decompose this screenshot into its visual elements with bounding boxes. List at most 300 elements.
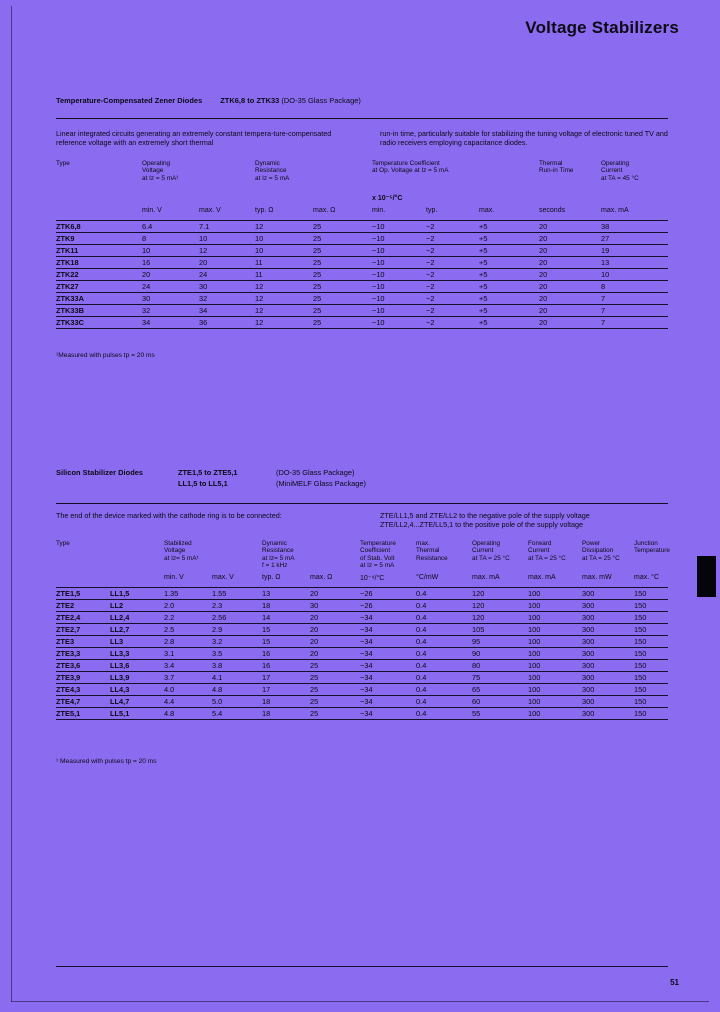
cell-pd: 300	[582, 684, 634, 696]
cell-rmax: 30	[310, 600, 360, 612]
table-row	[56, 221, 668, 233]
section2-package-1: (DO-35 Glass Package)	[276, 468, 355, 477]
th2-tc-l2: Coefficient	[360, 547, 391, 555]
th-operating-voltage	[142, 160, 255, 194]
th-blank-4	[255, 194, 313, 207]
cell-type: ZTE3,9	[56, 672, 110, 684]
cell-tcmax: +5	[479, 281, 539, 293]
cell-rmax: 25	[310, 708, 360, 720]
cell-rth: 0.4	[416, 672, 472, 684]
cell-type: ZTK27	[56, 281, 142, 293]
cell-type: ZTE3,3	[56, 648, 110, 660]
th2-junction-temperature	[634, 540, 668, 574]
cell-rmax: 25	[313, 233, 372, 245]
th2-unit-fwd: max. mA	[528, 574, 582, 588]
cell-ima: 10	[601, 269, 668, 281]
th2-tc-l1: Temperature	[360, 540, 396, 547]
cell-pd: 300	[582, 588, 634, 600]
cell-rth: 0.4	[416, 684, 472, 696]
cell-fwd: 100	[528, 648, 582, 660]
section1-package: (DO-35 Glass Package)	[281, 96, 361, 105]
cell-rmax: 25	[313, 305, 372, 317]
th2-rth-l3: Resistance	[416, 554, 448, 562]
section2-connect-note-left: The end of the device marked with the cathode ring is to be connected:	[56, 511, 282, 520]
th-dynamic-resistance-l3: at Iz = 5 mA	[255, 174, 290, 182]
cell-tcmin: −10	[372, 293, 426, 305]
cell-ima: 19	[601, 245, 668, 257]
cell-tcmin: −10	[372, 257, 426, 269]
cell-vmax: 5.4	[212, 708, 262, 720]
cell-tj: 150	[634, 588, 668, 600]
th2-tc-l3: of Stab. Volt	[360, 554, 395, 562]
cell-sec: 20	[539, 245, 601, 257]
cell-tcmax: +5	[479, 317, 539, 329]
cell-vmax: 3.8	[212, 660, 262, 672]
cell-rtyp: 16	[262, 660, 310, 672]
cell-rtyp: 14	[262, 612, 310, 624]
cell-vmax: 36	[199, 317, 255, 329]
cell-vmax: 30	[199, 281, 255, 293]
cell-tc: −26	[360, 600, 416, 612]
section2-heading-rule	[56, 503, 668, 504]
cell-ima: 38	[601, 221, 668, 233]
cell-rth: 0.4	[416, 612, 472, 624]
table-row	[56, 600, 668, 612]
cell-tj: 150	[634, 612, 668, 624]
cell-vmax: 32	[199, 293, 255, 305]
table-row	[56, 636, 668, 648]
th-dynamic-resistance-l2: Resistance	[255, 167, 287, 175]
section2-package-2: (MiniMELF Glass Package)	[276, 479, 366, 488]
cell-vmax: 2.56	[212, 612, 262, 624]
cell-rtyp: 18	[262, 696, 310, 708]
th-temperature-coefficient-l2: at Op. Voltage at Iz = 5 mA	[372, 167, 449, 175]
cell-tcmax: +5	[479, 233, 539, 245]
table2-header-row-top	[56, 540, 668, 574]
cell-type: ZTE2	[56, 600, 110, 612]
th-thermal-run-in-time	[539, 160, 601, 194]
th-operating-current-l1: Operating	[601, 160, 630, 167]
th2-unit-max-v: max. V	[212, 574, 262, 588]
th2-unit-pd: max. mW	[582, 574, 634, 588]
th2-tc-l4: at Iz = 5 mA	[360, 562, 395, 570]
page-frame-bottom-rule	[11, 1001, 709, 1002]
cell-rtyp: 12	[255, 305, 313, 317]
th-unit-min-v: min. V	[142, 207, 199, 221]
cell-tcmax: +5	[479, 221, 539, 233]
th2-pd-l3: at TA = 25 °C	[582, 554, 620, 562]
cell-ima: 7	[601, 317, 668, 329]
cell-sec: 20	[539, 317, 601, 329]
th-unit-tc-typ: typ.	[426, 207, 479, 221]
cell-type2: LL3,9	[110, 672, 164, 684]
cell-vmin: 4.4	[164, 696, 212, 708]
th2-unit-typ-ohm: typ. Ω	[262, 574, 310, 588]
cell-rtyp: 13	[262, 588, 310, 600]
table-row	[56, 684, 668, 696]
cell-vmin: 30	[142, 293, 199, 305]
cell-type: ZTE2,4	[56, 612, 110, 624]
cell-tj: 150	[634, 660, 668, 672]
cell-ima: 7	[601, 293, 668, 305]
cell-tc: −34	[360, 636, 416, 648]
cell-fwd: 100	[528, 708, 582, 720]
section1-title-text: Temperature-Compensated Zener Diodes	[56, 96, 203, 105]
th-unit-typ-ohm: typ. Ω	[255, 207, 313, 221]
th2-fwd-l3: at TA = 25 °C	[528, 554, 566, 562]
section2-title-text: Silicon Stabilizer Diodes	[56, 468, 144, 477]
cell-type: ZTE3	[56, 636, 110, 648]
cell-rmax: 20	[310, 624, 360, 636]
cell-fwd: 100	[528, 612, 582, 624]
th2-tj-l1: Junction	[634, 540, 658, 547]
chapter-thumb-tab	[697, 556, 716, 597]
cell-type: ZTK22	[56, 269, 142, 281]
table-row	[56, 245, 668, 257]
cell-rmax: 25	[310, 672, 360, 684]
table-row	[56, 660, 668, 672]
cell-tcmin: −10	[372, 269, 426, 281]
cell-tj: 150	[634, 600, 668, 612]
cell-rth: 0.4	[416, 696, 472, 708]
th2-stab-l1: Stabilized	[164, 540, 192, 547]
cell-sec: 20	[539, 221, 601, 233]
th2-temperature-coefficient	[360, 540, 416, 574]
zener-diode-table	[56, 160, 668, 329]
th2-opc-l3: at TA = 25 °C	[472, 554, 510, 562]
cell-sec: 20	[539, 305, 601, 317]
cell-rth: 0.4	[416, 624, 472, 636]
cell-rth: 0.4	[416, 648, 472, 660]
cell-sec: 20	[539, 257, 601, 269]
cell-rtyp: 11	[255, 269, 313, 281]
cell-pd: 300	[582, 612, 634, 624]
cell-type2: LL4,7	[110, 696, 164, 708]
th2-fwd-l1: Forward	[528, 540, 552, 547]
th2-stab-l3: at Iz= 5 mA¹	[164, 554, 199, 562]
th2-type: Type	[56, 540, 70, 547]
cell-tcmax: +5	[479, 293, 539, 305]
cell-type2: LL2,7	[110, 624, 164, 636]
cell-type2: LL5,1	[110, 708, 164, 720]
cell-pd: 300	[582, 636, 634, 648]
cell-rmax: 25	[313, 293, 372, 305]
section-temperature-compensated-zener-diodes	[56, 96, 668, 105]
cell-rtyp: 10	[255, 245, 313, 257]
cell-type: ZTE4,3	[56, 684, 110, 696]
cell-rth: 0.4	[416, 636, 472, 648]
th2-unit-min-v: min. V	[164, 574, 212, 588]
th2-stab-l2: Voltage	[164, 547, 186, 555]
cell-opc: 80	[472, 660, 528, 672]
section1-intro-right	[380, 130, 680, 147]
cell-type2: LL1,5	[110, 588, 164, 600]
cell-tj: 150	[634, 624, 668, 636]
cell-vmin: 10	[142, 245, 199, 257]
stabilizer-diode-table	[56, 540, 668, 720]
cell-type: ZTE1,5	[56, 588, 110, 600]
table2-header-row-units	[56, 574, 668, 588]
page-footer-rule	[56, 966, 668, 967]
cell-rmax: 20	[310, 588, 360, 600]
th2-stabilized-voltage	[164, 540, 262, 574]
th-operating-voltage-l1: Operating	[142, 160, 171, 167]
cell-rtyp: 15	[262, 636, 310, 648]
cell-rmax: 25	[313, 221, 372, 233]
th2-pd-l1: Power	[582, 540, 601, 547]
cell-rmax: 25	[313, 269, 372, 281]
cell-sec: 20	[539, 233, 601, 245]
cell-rtyp: 18	[262, 708, 310, 720]
cell-rmax: 25	[310, 660, 360, 672]
th-type: Type	[56, 160, 70, 167]
cell-vmin: 24	[142, 281, 199, 293]
section1-intro-right-text: run-in time, particularly suitable for stabilizing the tuning voltage of electronic tuned TV and radio receivers employing capacitance diodes.	[380, 129, 668, 147]
cell-vmin: 16	[142, 257, 199, 269]
th-blank-6	[539, 194, 601, 207]
cell-opc: 60	[472, 696, 528, 708]
cell-vmax: 5.0	[212, 696, 262, 708]
table-row	[56, 257, 668, 269]
cell-rtyp: 12	[255, 281, 313, 293]
section2-type-range-1: ZTE1,5 to ZTE5,1	[178, 468, 238, 477]
cell-tctyp: −2	[426, 293, 479, 305]
cell-opc: 55	[472, 708, 528, 720]
cell-ima: 8	[601, 281, 668, 293]
th-unit-tc-min: min.	[372, 207, 426, 221]
cell-vmax: 34	[199, 305, 255, 317]
cell-vmin: 34	[142, 317, 199, 329]
th-temperature-coefficient-l1: Temperature Coefficient	[372, 160, 440, 167]
th-unit-max-ma: max. mA	[601, 207, 668, 221]
cell-rmax: 20	[310, 612, 360, 624]
cell-tcmin: −10	[372, 245, 426, 257]
cell-pd: 300	[582, 672, 634, 684]
cell-fwd: 100	[528, 600, 582, 612]
th2-dyn-l2: Resistance	[262, 547, 294, 555]
section2-connect-note-right-1: ZTE/LL1,5 and ZTE/LL2 to the negative pole of the supply voltage	[380, 511, 590, 520]
cell-vmax: 2.9	[212, 624, 262, 636]
cell-sec: 20	[539, 281, 601, 293]
cell-type: ZTK18	[56, 257, 142, 269]
th-unit-max-ohm: max. Ω	[313, 207, 372, 221]
th-operating-voltage-l3: at Iz = 5 mA¹	[142, 174, 179, 182]
cell-tctyp: −2	[426, 233, 479, 245]
cell-vmax: 24	[199, 269, 255, 281]
table-row	[56, 612, 668, 624]
cell-tj: 150	[634, 672, 668, 684]
cell-rth: 0.4	[416, 600, 472, 612]
cell-tj: 150	[634, 636, 668, 648]
cell-vmin: 4.0	[164, 684, 212, 696]
th-dynamic-resistance	[255, 160, 372, 194]
cell-ima: 27	[601, 233, 668, 245]
cell-opc: 95	[472, 636, 528, 648]
th2-fwd-l2: Current	[528, 547, 550, 555]
cell-vmin: 2.5	[164, 624, 212, 636]
th-unit-type	[56, 207, 142, 221]
cell-vmax: 2.3	[212, 600, 262, 612]
section1-type-range: ZTK6,8 to ZTK33	[220, 96, 280, 105]
cell-vmax: 10	[199, 233, 255, 245]
cell-vmin: 1.35	[164, 588, 212, 600]
cell-tcmin: −10	[372, 221, 426, 233]
cell-tj: 150	[634, 708, 668, 720]
cell-pd: 300	[582, 648, 634, 660]
cell-rth: 0.4	[416, 588, 472, 600]
cell-tcmin: −10	[372, 233, 426, 245]
cell-tctyp: −2	[426, 221, 479, 233]
cell-vmax: 4.1	[212, 672, 262, 684]
cell-fwd: 100	[528, 696, 582, 708]
cell-rtyp: 17	[262, 672, 310, 684]
cell-tcmin: −10	[372, 317, 426, 329]
cell-tctyp: −2	[426, 305, 479, 317]
cell-pd: 300	[582, 600, 634, 612]
cell-vmin: 20	[142, 269, 199, 281]
cell-tctyp: −2	[426, 245, 479, 257]
th-dynamic-resistance-l1: Dynamic	[255, 160, 280, 167]
th2-unit-opc: max. mA	[472, 574, 528, 588]
table-row	[56, 648, 668, 660]
cell-tc: −34	[360, 612, 416, 624]
cell-type2: LL3,3	[110, 648, 164, 660]
th2-rth-l2: Thermal	[416, 547, 440, 555]
section1-heading	[56, 96, 668, 105]
table1-header-row-units	[56, 207, 668, 221]
cell-type2: LL3,6	[110, 660, 164, 672]
cell-opc: 120	[472, 588, 528, 600]
cell-rtyp: 12	[255, 317, 313, 329]
cell-vmax: 7.1	[199, 221, 255, 233]
cell-vmax: 3.5	[212, 648, 262, 660]
cell-rtyp: 17	[262, 684, 310, 696]
cell-tcmax: +5	[479, 257, 539, 269]
th-unit-tc-max: max.	[479, 207, 539, 221]
table1-body	[56, 221, 668, 329]
cell-rth: 0.4	[416, 660, 472, 672]
cell-fwd: 100	[528, 624, 582, 636]
cell-opc: 65	[472, 684, 528, 696]
cell-rtyp: 16	[262, 648, 310, 660]
th-blank-1	[56, 194, 142, 207]
cell-vmin: 2.8	[164, 636, 212, 648]
cell-tc: −34	[360, 648, 416, 660]
table-row	[56, 269, 668, 281]
cell-rmax: 20	[310, 648, 360, 660]
cell-tj: 150	[634, 684, 668, 696]
cell-tc: −34	[360, 672, 416, 684]
cell-type: ZTK11	[56, 245, 142, 257]
cell-sec: 20	[539, 269, 601, 281]
th2-dyn-l1: Dynamic	[262, 540, 287, 547]
cell-pd: 300	[582, 708, 634, 720]
table-row	[56, 708, 668, 720]
cell-ima: 7	[601, 305, 668, 317]
cell-rtyp: 10	[255, 233, 313, 245]
th-thermal-l1: Thermal	[539, 160, 563, 167]
section1-table-wrap	[56, 160, 668, 329]
cell-rtyp: 11	[255, 257, 313, 269]
cell-type: ZTE5,1	[56, 708, 110, 720]
cell-rmax: 20	[310, 636, 360, 648]
cell-tcmax: +5	[479, 305, 539, 317]
cell-type: ZTK9	[56, 233, 142, 245]
cell-tctyp: −2	[426, 269, 479, 281]
section1-heading-rule	[56, 118, 668, 119]
table-row	[56, 588, 668, 600]
cell-vmax: 12	[199, 245, 255, 257]
cell-tc: −34	[360, 624, 416, 636]
cell-fwd: 100	[528, 684, 582, 696]
cell-type: ZTK33A	[56, 293, 142, 305]
th2-dynamic-resistance	[262, 540, 360, 574]
cell-opc: 120	[472, 600, 528, 612]
th2-unit-type	[56, 574, 164, 588]
cell-tcmax: +5	[479, 269, 539, 281]
cell-rmax: 25	[313, 245, 372, 257]
table-row	[56, 696, 668, 708]
cell-rtyp: 12	[255, 293, 313, 305]
th-operating-current-l2: Current	[601, 167, 623, 175]
cell-vmax: 3.2	[212, 636, 262, 648]
cell-vmin: 6.4	[142, 221, 199, 233]
cell-tj: 150	[634, 648, 668, 660]
th2-unit-max-ohm: max. Ω	[310, 574, 360, 588]
cell-tcmin: −10	[372, 305, 426, 317]
table2-body	[56, 588, 668, 720]
cell-rth: 0.4	[416, 708, 472, 720]
cell-type: ZTE2,7	[56, 624, 110, 636]
th2-forward-current	[528, 540, 582, 574]
th2-power-dissipation	[582, 540, 634, 574]
table-row	[56, 281, 668, 293]
cell-opc: 90	[472, 648, 528, 660]
cell-type2: LL2	[110, 600, 164, 612]
cell-type: ZTK33B	[56, 305, 142, 317]
cell-fwd: 100	[528, 588, 582, 600]
th-blank-5	[313, 194, 372, 207]
cell-rmax: 25	[313, 317, 372, 329]
th2-rth-l1: max.	[416, 540, 430, 547]
cell-vmin: 32	[142, 305, 199, 317]
th-blank-2	[142, 194, 199, 207]
cell-fwd: 100	[528, 672, 582, 684]
th2-operating-current	[472, 540, 528, 574]
cell-type: ZTE3,6	[56, 660, 110, 672]
cell-fwd: 100	[528, 636, 582, 648]
th-thermal-l2: Run-in Time	[539, 167, 574, 175]
section2-table-wrap	[56, 540, 668, 720]
table-row	[56, 317, 668, 329]
th2-opc-l1: Operating	[472, 540, 501, 547]
cell-tj: 150	[634, 696, 668, 708]
th-blank-3	[199, 194, 255, 207]
th-operating-current-l3: at TA = 45 °C	[601, 174, 639, 182]
cell-tcmin: −10	[372, 281, 426, 293]
cell-opc: 120	[472, 612, 528, 624]
page-frame-left-rule	[11, 6, 12, 1002]
cell-type2: LL2,4	[110, 612, 164, 624]
cell-pd: 300	[582, 624, 634, 636]
th-tc-scale: x 10⁻⁵/°C	[372, 195, 403, 202]
cell-rtyp: 12	[255, 221, 313, 233]
cell-opc: 75	[472, 672, 528, 684]
cell-tc: −34	[360, 660, 416, 672]
cell-type: ZTK6,8	[56, 221, 142, 233]
section1-intro-left	[56, 130, 346, 147]
th2-dyn-l4: f = 1 kHz	[262, 562, 288, 570]
